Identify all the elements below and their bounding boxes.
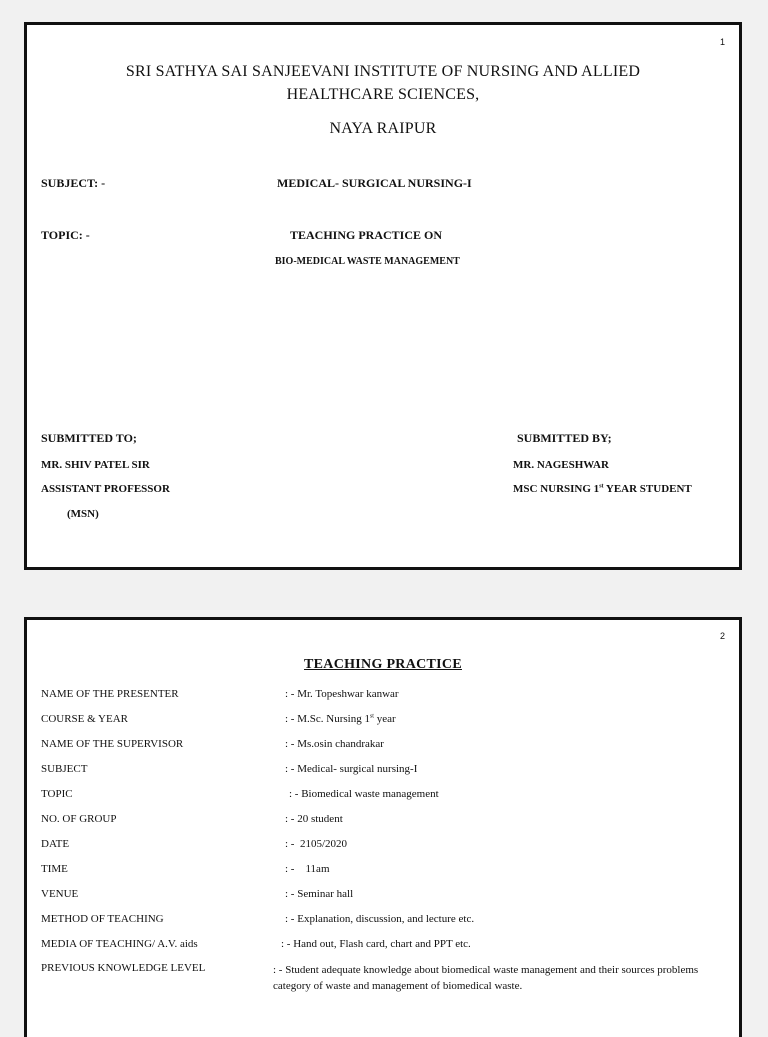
submitted-to-label: SUBMITTED TO; xyxy=(41,431,137,445)
institute-location: NAYA RAIPUR xyxy=(329,120,437,137)
subject-label: SUBJECT: - xyxy=(41,176,106,190)
submitted-by-label: SUBMITTED BY; xyxy=(517,431,612,445)
page-number: 1 xyxy=(719,37,725,47)
document-page-2: 2 TEACHING PRACTICE NAME OF THE PRESENTER : - Mr. Topeshwar kanwar COURSE & YEAR : - M.Sc. Nursing 1st year NAME OF THE SUPERVISOR : - Ms.osin chandrakar SUBJECT : - Medical- surgical nursing-I TOPIC : - Biomedical waste management NO. OF GROUP : - 20 student DATE : - 2105/2020 TIME : - 11am VENUE : - Seminar hall METHOD OF TEACHING : - Explanation, discussion, and lecture etc. MEDIA OF TEACHING/ A.V. aids : - Hand out, Flash card, chart and PPT etc. PREVIOUS KNOWLEDGE LEVEL : - Student adequate knowledge about biomedical waste management and their sources problems category of waste and management of biomedical waste. xyxy=(24,617,742,1037)
section-title: TEACHING PRACTICE xyxy=(304,657,462,672)
topic-value-line1: TEACHING PRACTICE ON xyxy=(290,228,443,242)
submitted-to-title: ASSISTANT PROFESSOR xyxy=(41,483,170,495)
topic-label: TOPIC: - xyxy=(41,228,90,242)
subject-value: MEDICAL- SURGICAL NURSING-I xyxy=(277,176,472,190)
page-number: 2 xyxy=(719,631,725,641)
submitted-by-name: MR. NAGESHWAR xyxy=(513,459,609,471)
institute-name-line1: SRI SATHYA SAI SANJEEVANI INSTITUTE OF NURSING AND ALLIED xyxy=(125,63,641,80)
submitted-to-dept: (MSN) xyxy=(67,508,99,520)
institute-name-line2: HEALTHCARE SCIENCES, xyxy=(286,86,480,103)
submitted-by-course: MSC NURSING 1st YEAR STUDENT xyxy=(513,483,692,495)
submitted-to-name: MR. SHIV PATEL SIR xyxy=(41,459,150,471)
topic-value-line2: BIO-MEDICAL WASTE MANAGEMENT xyxy=(275,256,460,267)
document-page-1 xyxy=(24,22,742,570)
